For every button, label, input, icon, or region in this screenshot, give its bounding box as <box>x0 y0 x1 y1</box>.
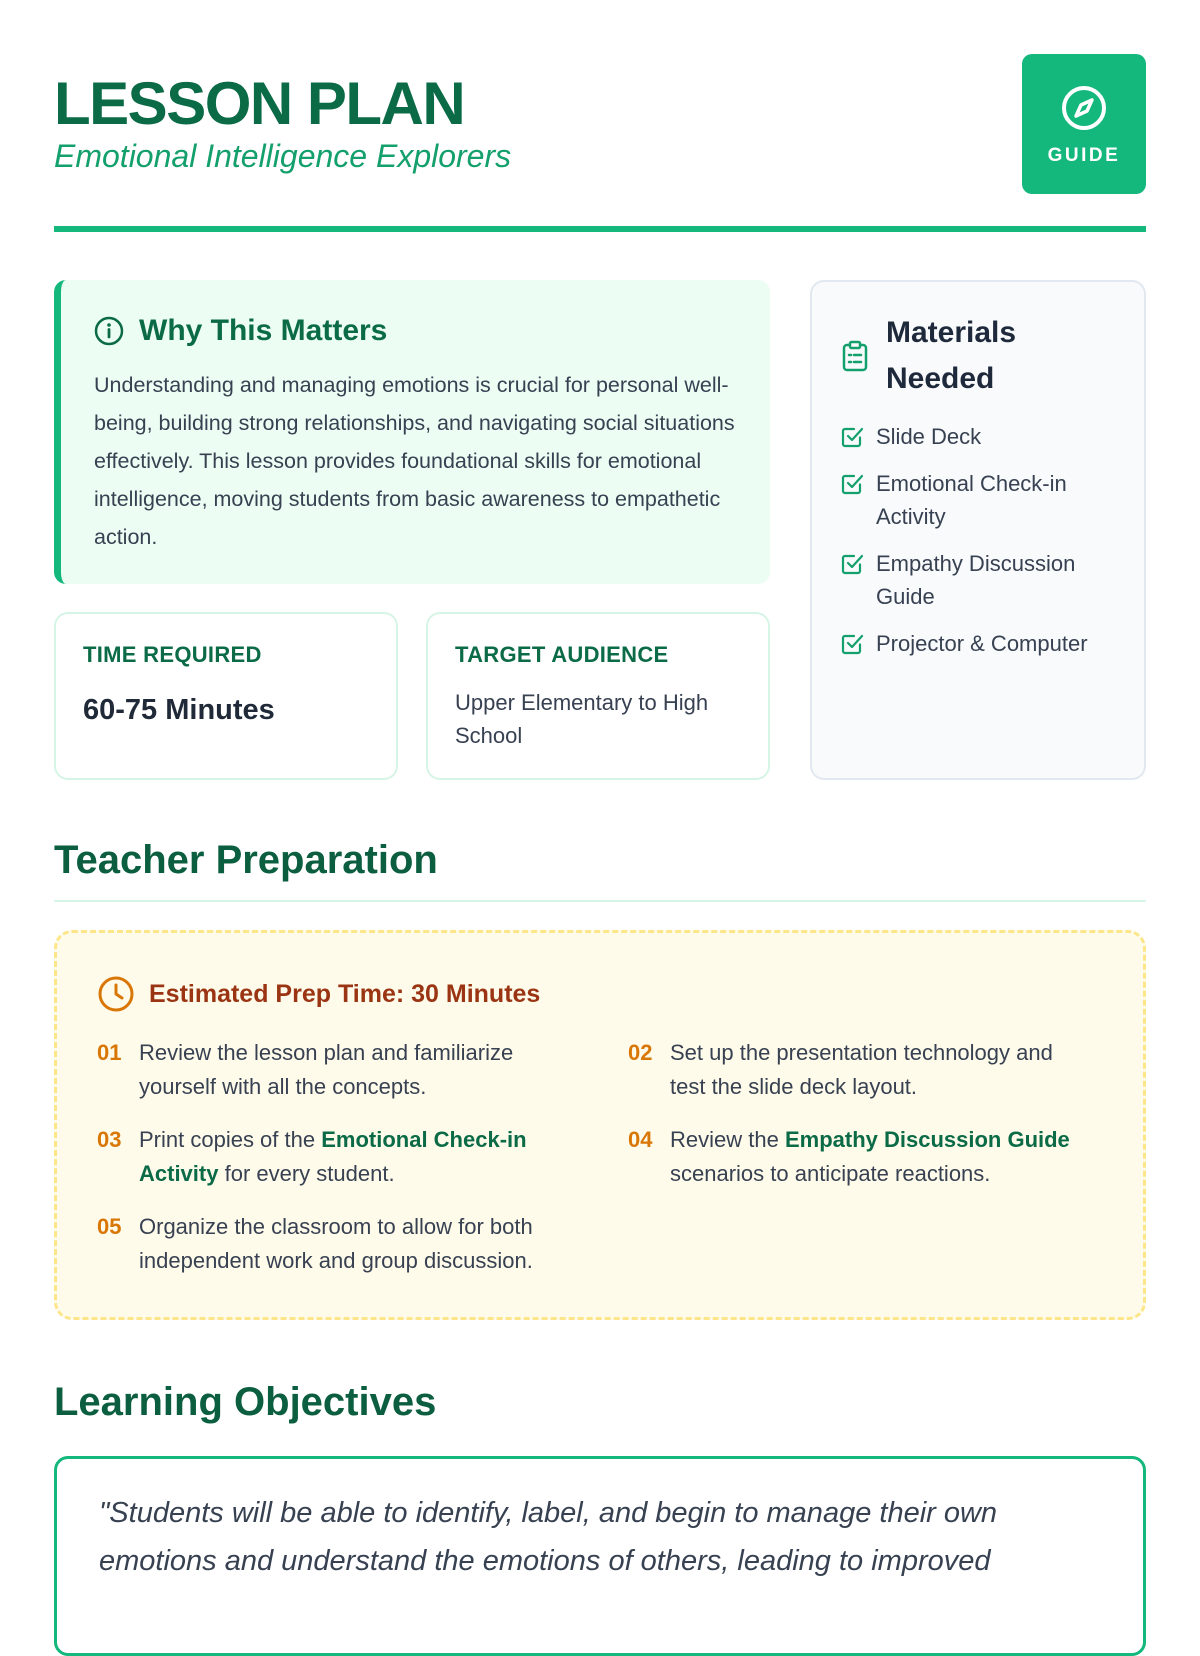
time-required-value: 60-75 Minutes <box>83 694 275 726</box>
materials-item-label: Slide Deck <box>876 424 982 449</box>
step-number: 04 <box>628 1127 653 1152</box>
prep-step <box>97 1036 557 1104</box>
step-number: 01 <box>97 1040 122 1065</box>
materials-title: Materials Needed <box>886 316 1017 395</box>
materials-item-label: Empathy Discussion Guide <box>876 551 1076 609</box>
clock-icon <box>97 975 135 1013</box>
compass-icon <box>1059 83 1109 133</box>
checkbox-checked-icon <box>840 632 864 656</box>
prep-time-header <box>97 975 540 1013</box>
materials-item-label: Emotional Check-in Activity <box>876 471 1067 529</box>
page-header <box>54 54 1146 232</box>
info-icon <box>93 315 125 347</box>
materials-item <box>840 547 1130 613</box>
checkbox-checked-icon <box>840 472 864 496</box>
target-audience-value: Upper Elementary to High School <box>455 690 709 748</box>
prep-time-title: Estimated Prep Time: 30 Minutes <box>149 979 541 1008</box>
step-number: 05 <box>97 1214 122 1239</box>
prep-step <box>628 1123 1088 1191</box>
prep-step <box>97 1210 557 1278</box>
prep-step <box>628 1036 1088 1104</box>
step-text: Review the Empathy Discussion Guide scenarios to anticipate reactions. <box>670 1127 1070 1186</box>
why-this-matters-card <box>54 280 770 584</box>
materials-item <box>840 467 1130 533</box>
learning-objectives-heading: Learning Objectives <box>54 1380 437 1424</box>
teacher-preparation-heading: Teacher Preparation <box>54 838 438 882</box>
material-reference: Empathy Discussion Guide <box>784 1127 1070 1152</box>
materials-header <box>840 310 1130 402</box>
page-title: LESSON PLAN <box>54 70 465 137</box>
prep-step <box>97 1123 557 1191</box>
badge-label: GUIDE <box>1047 145 1121 166</box>
target-audience-label: TARGET AUDIENCE <box>455 642 669 667</box>
guide-badge <box>1022 54 1146 194</box>
step-text: Review the lesson plan and familiarize yourself with all the concepts. <box>139 1040 514 1099</box>
material-reference: Emotional Check-in Activity <box>139 1127 527 1186</box>
materials-item <box>840 627 1130 660</box>
step-text: Print copies of the Emotional Check-in Activity for every student. <box>139 1127 527 1186</box>
materials-item-label: Projector & Computer <box>876 631 1088 656</box>
prep-box <box>54 930 1146 1320</box>
why-title: Why This Matters <box>139 314 388 347</box>
objective-quote: "Students will be able to identify, label, and begin to manage their own emotions and understand the emotions of others, leading to improved <box>99 1497 998 1577</box>
page-subtitle: Emotional Intelligence Explorers <box>54 138 512 174</box>
step-text: Set up the presentation technology and test the slide deck layout. <box>670 1040 1053 1099</box>
materials-card <box>810 280 1146 780</box>
checkbox-checked-icon <box>840 425 864 449</box>
clipboard-icon <box>840 340 870 372</box>
step-number: 02 <box>628 1040 653 1065</box>
time-required-card <box>54 612 398 780</box>
objective-statement-card <box>54 1456 1146 1656</box>
lesson-plan-page <box>54 0 1146 1600</box>
target-audience-card <box>426 612 770 780</box>
section-divider <box>54 900 1146 902</box>
time-required-label: TIME REQUIRED <box>83 642 262 667</box>
why-body-text: Understanding and managing emotions is crucial for personal well-being, building strong relationships, and navigating social situations effectively. This lesson provides foundational skills for emotional intelligence, moving students from basic awareness to empathetic action. <box>94 373 735 549</box>
materials-list <box>840 420 1130 674</box>
materials-item <box>840 420 1130 453</box>
why-header <box>93 314 387 348</box>
checkbox-checked-icon <box>840 552 864 576</box>
step-text: Organize the classroom to allow for both independent work and group discussion. <box>139 1214 533 1273</box>
step-number: 03 <box>97 1127 122 1152</box>
